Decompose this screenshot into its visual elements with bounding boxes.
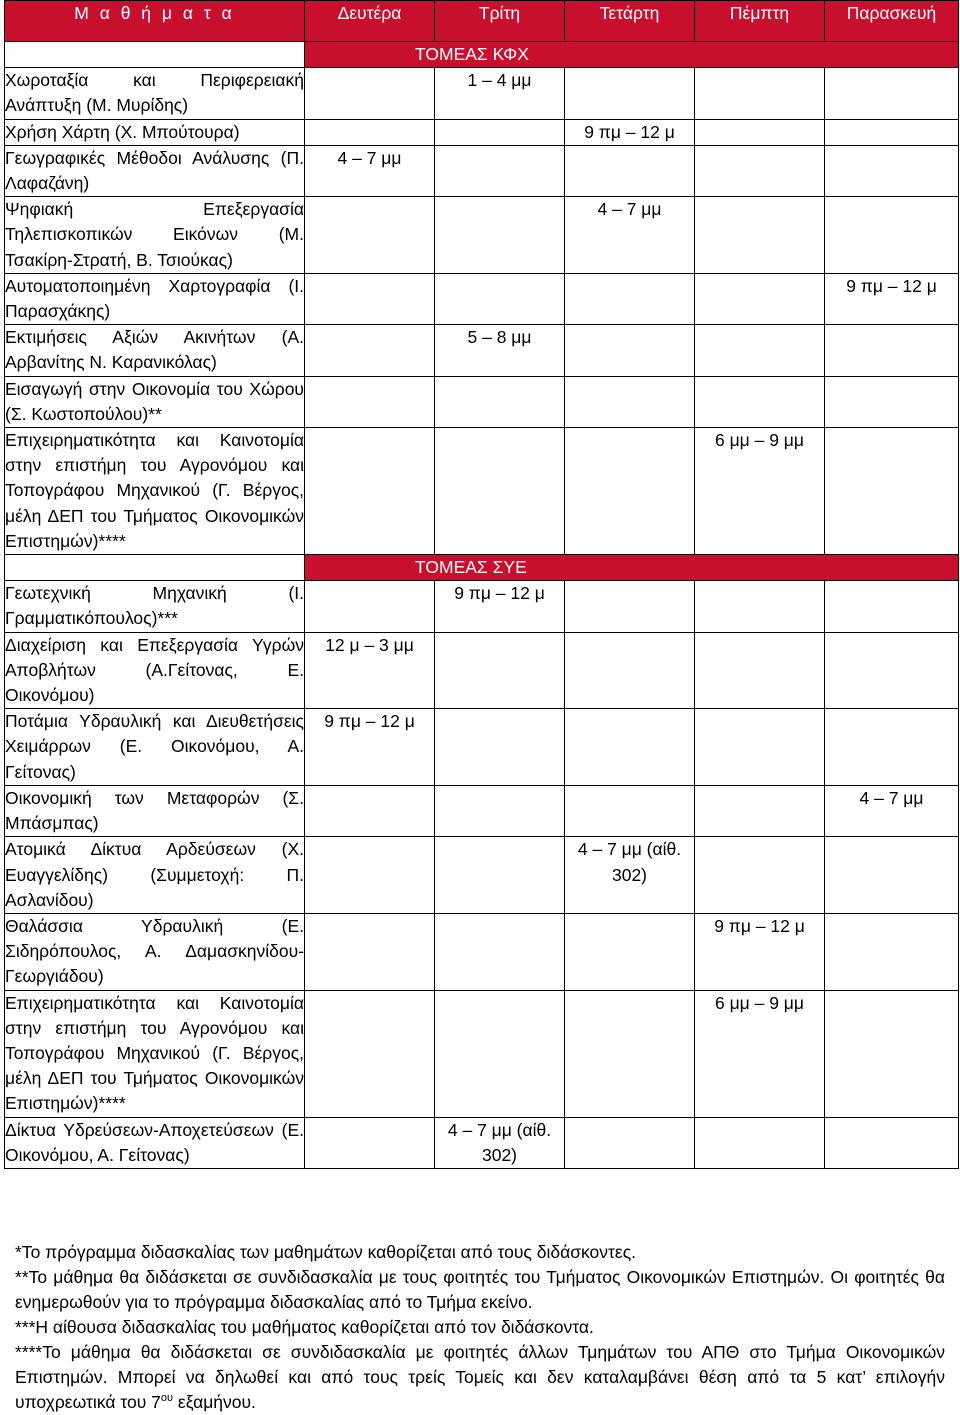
time-slot-cell <box>695 376 825 427</box>
time-slot-cell <box>695 145 825 196</box>
course-cell <box>5 119 305 145</box>
time-slot-cell <box>825 581 959 632</box>
table-row <box>5 325 959 376</box>
time-slot-cell <box>695 837 825 914</box>
course-cell <box>5 1117 305 1168</box>
table-row <box>5 709 959 786</box>
course-cell <box>5 632 305 709</box>
time-slot-cell <box>825 68 959 119</box>
time-slot-cell: 1 – 4 μμ <box>435 68 565 119</box>
time-slot-cell <box>565 1117 695 1168</box>
course-cell <box>5 913 305 990</box>
course-name: Επιχειρηματικότητα και Καινοτομία στην επιστήμη του Αγρονόμου και Τοπογράφου Μηχανικού (Γ. Βέργος, μέλη ΔΕΠ του Τμήματος Οικονομικών Επιστημών)**** <box>5 992 304 1114</box>
table-row <box>5 197 959 274</box>
time-slot-cell <box>825 709 959 786</box>
section-row <box>5 555 959 581</box>
course-name: Οικονομική των Μεταφορών (Σ. Μπάσμπας) <box>5 787 304 834</box>
time-slot-cell <box>825 376 959 427</box>
table-row <box>5 1117 959 1168</box>
time-slot-cell: 6 μμ – 9 μμ <box>695 428 825 555</box>
course-name: Χωροταξία και Περιφερειακή Ανάπτυξη (Μ. Μυρίδης) <box>5 70 304 116</box>
time-slot-cell <box>695 785 825 836</box>
table-row <box>5 119 959 145</box>
course-name: Αυτοματοποιημένη Χαρτογραφία (Ι. Παρασχάκης) <box>5 275 304 322</box>
time-slot-cell <box>825 325 959 376</box>
time-slot-cell <box>305 581 435 632</box>
table-row <box>5 990 959 1117</box>
time-slot-cell <box>305 68 435 119</box>
day-header: Τετάρτη <box>565 1 695 42</box>
time-slot-cell <box>565 376 695 427</box>
course-cell <box>5 68 305 119</box>
time-slot-cell <box>565 68 695 119</box>
time-slot-cell <box>435 913 565 990</box>
course-cell <box>5 581 305 632</box>
table-row <box>5 376 959 427</box>
time-slot-cell <box>565 709 695 786</box>
day-header: Τρίτη <box>435 1 565 42</box>
time-slot-cell: 9 πμ – 12 μ <box>825 273 959 324</box>
header-row <box>5 1 959 42</box>
course-name: Ατομικά Δίκτυα Αρδεύσεων (Χ. Ευαγγελίδης) (Συμμετοχή: Π. Ασλανίδου) <box>5 839 304 910</box>
table-row <box>5 145 959 196</box>
course-name: Γεωτεχνική Μηχανική (Ι. Γραμματικόπουλος)*** <box>5 583 304 629</box>
course-name: Εισαγωγή στην Οικονομία του Χώρου (Σ. Κωστοπούλου)** <box>5 378 304 424</box>
course-cell <box>5 325 305 376</box>
course-cell <box>5 376 305 427</box>
schedule-body <box>5 42 959 1169</box>
time-slot-cell <box>565 632 695 709</box>
day-header: Δευτέρα <box>305 1 435 42</box>
time-slot-cell <box>305 428 435 555</box>
time-slot-cell <box>565 325 695 376</box>
time-slot-cell <box>565 145 695 196</box>
course-name: Επιχειρηματικότητα και Καινοτομία στην επιστήμη του Αγρονόμου και Τοπογράφου Μηχανικού (Γ. Βέργος, μέλη ΔΕΠ του Τμήματος Οικονομικών Επιστημών)**** <box>5 430 304 551</box>
time-slot-cell <box>435 145 565 196</box>
footnote-superscript: ου <box>160 1392 174 1405</box>
time-slot-cell <box>435 837 565 914</box>
time-slot-cell: 4 – 7 μμ <box>825 785 959 836</box>
time-slot-cell: 6 μμ – 9 μμ <box>695 990 825 1117</box>
table-row <box>5 68 959 119</box>
section-title: ΤΟΜΕΑΣ ΚΦΧ <box>305 42 959 68</box>
time-slot-cell <box>305 1117 435 1168</box>
course-name: Ποτάμια Υδραυλική και Διευθετήσεις Χειμάρρων (Ε. Οικονόμου, Α. Γείτονας) <box>5 711 304 782</box>
section-row <box>5 42 959 68</box>
course-cell <box>5 837 305 914</box>
time-slot-cell <box>305 273 435 324</box>
time-slot-cell <box>305 990 435 1117</box>
time-slot-cell <box>825 119 959 145</box>
time-slot-cell <box>825 990 959 1117</box>
table-row <box>5 428 959 555</box>
time-slot-cell <box>695 68 825 119</box>
footnote: *Το πρόγραμμα διδασκαλίας των μαθημάτων καθορίζεται από τους διδάσκοντες. <box>15 1242 637 1262</box>
course-name: Ψηφιακή Επεξεργασία Τηλεπισκοπικών Εικόνων (Μ. Τσακίρη-Στρατή, Β. Τσιούκας) <box>5 199 304 270</box>
time-slot-cell <box>305 119 435 145</box>
course-name: Εκτιμήσεις Αξιών Ακινήτων (Α. Αρβανίτης Ν. Καρανικόλας) <box>5 327 304 373</box>
time-slot-cell <box>825 913 959 990</box>
footnote: **Το μάθημα θα διδάσκεται σε συνδιδασκαλία με τους φοιτητές του Τμήματος Οικονομικών Επιστημών. Οι φοιτητές θα ενημερωθούν για το πρόγραμμα διδασκαλίας από το Τμήμα εκείνο. <box>15 1267 945 1312</box>
time-slot-cell <box>565 428 695 555</box>
course-cell <box>5 197 305 274</box>
time-slot-cell: 4 – 7 μμ <box>305 145 435 196</box>
time-slot-cell: 9 πμ – 12 μ <box>695 913 825 990</box>
time-slot-cell <box>305 785 435 836</box>
time-slot-cell <box>435 632 565 709</box>
time-slot-cell <box>695 709 825 786</box>
time-slot-cell: 5 – 8 μμ <box>435 325 565 376</box>
time-slot-cell: 4 – 7 μμ (αίθ. 302) <box>565 837 695 914</box>
courses-header: Μ α θ ή μ α τ α <box>5 1 305 42</box>
time-slot-cell <box>565 913 695 990</box>
time-slot-cell <box>305 325 435 376</box>
time-slot-cell <box>435 197 565 274</box>
time-slot-cell <box>435 785 565 836</box>
course-name: Χρήση Χάρτη (Χ. Μπούτουρα) <box>5 121 240 142</box>
time-slot-cell <box>695 325 825 376</box>
table-row <box>5 785 959 836</box>
section-spacer <box>5 555 305 581</box>
time-slot-cell <box>435 990 565 1117</box>
course-cell <box>5 990 305 1117</box>
day-header: Πέμπτη <box>695 1 825 42</box>
time-slot-cell <box>435 709 565 786</box>
time-slot-cell <box>695 632 825 709</box>
course-name: Γεωγραφικές Μέθοδοι Ανάλυσης (Π. Λαφαζάνη) <box>5 147 304 194</box>
time-slot-cell <box>825 632 959 709</box>
table-row <box>5 273 959 324</box>
time-slot-cell: 9 πμ – 12 μ <box>435 581 565 632</box>
table-row <box>5 837 959 914</box>
time-slot-cell <box>825 197 959 274</box>
footnotes <box>15 1240 945 1415</box>
footnote-text-end: εξαμήνου. <box>173 1392 256 1412</box>
schedule-table <box>4 0 959 1169</box>
day-header: Παρασκευή <box>825 1 959 42</box>
time-slot-cell <box>435 119 565 145</box>
time-slot-cell <box>565 785 695 836</box>
time-slot-cell <box>565 581 695 632</box>
time-slot-cell <box>435 273 565 324</box>
time-slot-cell <box>825 428 959 555</box>
table-row <box>5 913 959 990</box>
section-spacer <box>5 42 305 68</box>
time-slot-cell <box>305 837 435 914</box>
time-slot-cell <box>695 581 825 632</box>
footnote <box>15 1340 945 1415</box>
course-cell <box>5 709 305 786</box>
time-slot-cell <box>305 913 435 990</box>
time-slot-cell <box>825 1117 959 1168</box>
table-row <box>5 632 959 709</box>
time-slot-cell <box>695 119 825 145</box>
time-slot-cell <box>825 145 959 196</box>
time-slot-cell <box>435 428 565 555</box>
course-cell <box>5 273 305 324</box>
time-slot-cell: 12 μ – 3 μμ <box>305 632 435 709</box>
footnote-text: ****Το μάθημα θα διδάσκεται σε συνδιδασκαλία με φοιτητές άλλων Τμημάτων του ΑΠΘ στο Τμήμα Οικονομικών Επιστημών. Μπορεί να δηλωθεί και από τους τρείς Τομείς και δεν καταλαμβάνει θέση από τα 5 κατ’ επιλογήν υποχρεωτικά του 7 <box>15 1342 945 1412</box>
time-slot-cell <box>695 273 825 324</box>
footnote: ***Η αίθουσα διδασκαλίας του μαθήματος καθορίζεται από τον διδάσκοντα. <box>15 1317 594 1337</box>
course-cell <box>5 785 305 836</box>
course-cell <box>5 145 305 196</box>
course-name: Διαχείριση και Επεξεργασία Υγρών Αποβλήτων (Α.Γείτονας, Ε. Οικονόμου) <box>5 634 304 706</box>
time-slot-cell: 9 πμ – 12 μ <box>305 709 435 786</box>
time-slot-cell <box>565 990 695 1117</box>
table-row <box>5 581 959 632</box>
time-slot-cell <box>825 837 959 914</box>
course-cell <box>5 428 305 555</box>
time-slot-cell: 9 πμ – 12 μ <box>565 119 695 145</box>
time-slot-cell <box>305 197 435 274</box>
time-slot-cell <box>695 197 825 274</box>
time-slot-cell <box>695 1117 825 1168</box>
section-title: ΤΟΜΕΑΣ ΣΥΕ <box>305 555 959 581</box>
time-slot-cell: 4 – 7 μμ (αίθ. 302) <box>435 1117 565 1168</box>
time-slot-cell <box>305 376 435 427</box>
time-slot-cell <box>435 376 565 427</box>
course-name: Θαλάσσια Υδραυλική (Ε. Σιδηρόπουλος, Α. Δαμασκηνίδου-Γεωργιάδου) <box>5 915 304 987</box>
time-slot-cell: 4 – 7 μμ <box>565 197 695 274</box>
time-slot-cell <box>565 273 695 324</box>
course-name: Δίκτυα Υδρεύσεων-Αποχετεύσεων (Ε. Οικονόμου, Α. Γείτονας) <box>5 1119 304 1165</box>
